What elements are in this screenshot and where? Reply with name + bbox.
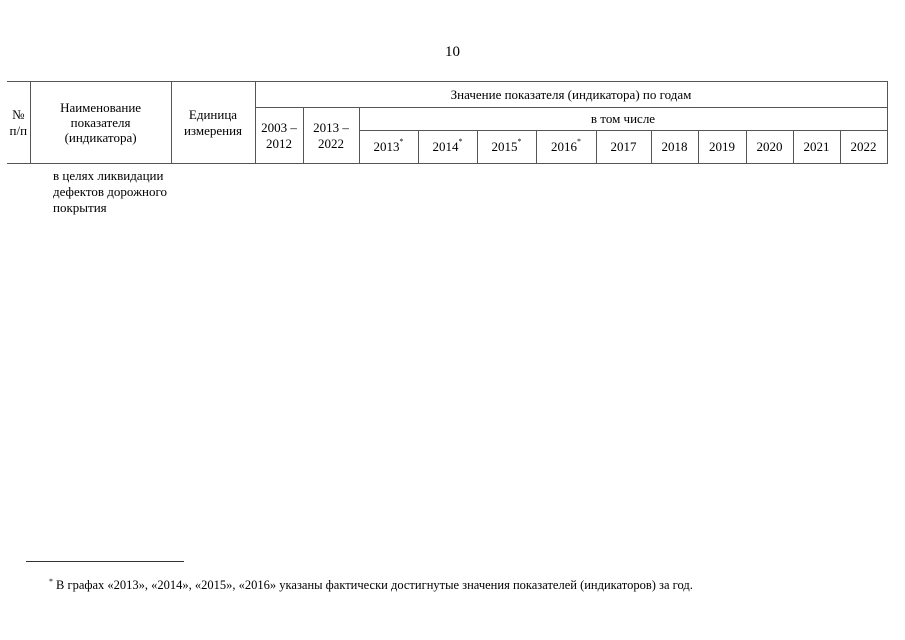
footnote-star: * <box>517 137 522 147</box>
header-period-2013-2022: 2013 – 2022 <box>303 108 359 164</box>
footnote-separator <box>26 561 184 562</box>
header-year-2017: 2017 <box>596 131 651 164</box>
header-values-by-years: Значение показателя (индикатора) по годам <box>255 82 887 108</box>
footnote-star: * <box>399 137 404 147</box>
footnote-text: В графах «2013», «2014», «2015», «2016» указаны фактически достигнутые значения показателей (индикаторов) за год. <box>56 578 693 592</box>
header-year-2020: 2020 <box>746 131 793 164</box>
header-unit: Единица измерения <box>171 82 255 164</box>
header-period-2003-2012: 2003 – 2012 <box>255 108 303 164</box>
indicators-table <box>7 81 888 216</box>
header-year-2016: 2016* <box>536 131 596 164</box>
footnote-mark: * <box>49 577 53 586</box>
header-row-number: № п/п <box>7 82 30 164</box>
footnote-star: * <box>458 137 463 147</box>
header-year-2015: 2015* <box>477 131 536 164</box>
page-number: 10 <box>445 44 460 60</box>
header-including: в том числе <box>359 108 887 131</box>
header-year-2018: 2018 <box>651 131 698 164</box>
footnote <box>49 578 693 593</box>
header-year-2013: 2013* <box>359 131 418 164</box>
header-year-2021: 2021 <box>793 131 840 164</box>
header-year-2019: 2019 <box>698 131 746 164</box>
footnote-star: * <box>577 137 581 147</box>
indicator-name-continuation: в целях ликвидации дефектов дорожного покрытия <box>53 168 168 215</box>
header-year-2022: 2022 <box>840 131 887 164</box>
header-year-2014: 2014* <box>418 131 477 164</box>
header-indicator-name: Наименование показателя (индикатора) <box>30 82 171 164</box>
